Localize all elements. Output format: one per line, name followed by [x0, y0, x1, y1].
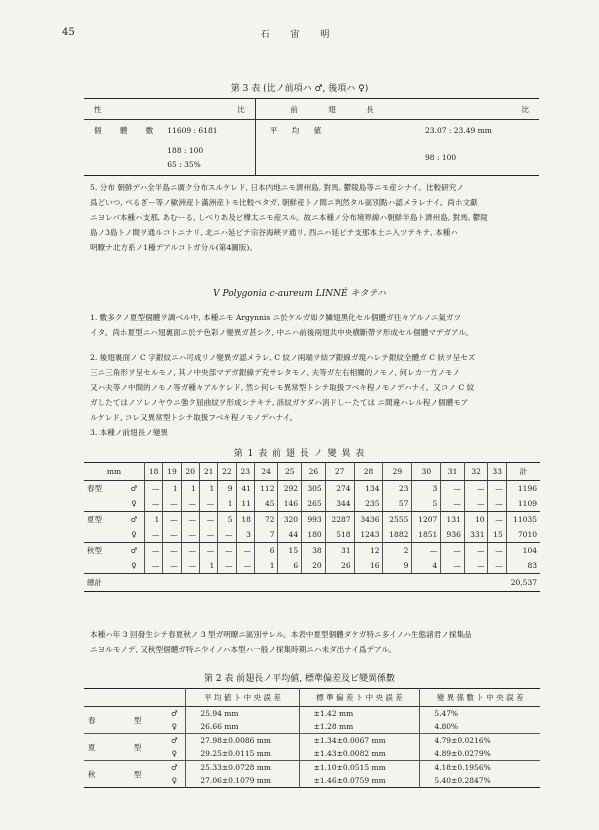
table1-cell: 3436	[354, 512, 383, 528]
sex-symbol: ♂	[130, 484, 138, 493]
table3-caption: 第 3 表 (比ノ前項ハ ♂, 後項ハ ♀)	[230, 84, 369, 94]
table1-column-header: 28	[354, 463, 383, 481]
text-line: 島ノ3島トノ間ヲ通ルコトニナリ, 北ニハ延ビテ宗谷海峽ヲ通リ, 西ニハ延ビテ支那本土ニ入ツテキテ, 本種ハ	[90, 228, 458, 237]
table1-cell: 31	[325, 543, 354, 559]
paragraph-1	[90, 310, 540, 340]
table1-cell: 15	[488, 527, 506, 543]
table1-column-header: 18	[145, 463, 163, 481]
table1-cell: —	[218, 543, 236, 559]
sex-symbol: ♂	[171, 763, 178, 772]
table1-cell: —	[181, 512, 199, 528]
running-title: 石 宙 明	[260, 30, 339, 40]
table1-column-header: 32	[464, 463, 488, 481]
season-label: 春型	[87, 484, 102, 493]
table3-head-forewing: 前 翅 長	[255, 99, 422, 120]
table2-row	[84, 734, 540, 748]
table1-cell: 72	[254, 512, 278, 528]
table2-mean-cell: 25.94 mm	[186, 707, 299, 721]
text-line: 爲どいつ, べるぎー等ノ歐洲産ト滿洲産トモ比較ペタガ, 朝鮮産トノ間ニ判然タル區別點ハ認メラレナイ。尚ホ文獻	[90, 198, 478, 207]
table1-cell: —	[163, 558, 181, 574]
table1-cell: 320	[278, 512, 302, 528]
table3-head-sex: 性	[84, 99, 164, 120]
section-heading: V Polygonia c-aureum LINNÉ キタテハ	[213, 289, 386, 299]
table1-cell: 1	[163, 481, 181, 497]
table1-cell: —	[236, 543, 254, 559]
table1-column-header: 30	[412, 463, 441, 481]
table1-total-row	[84, 574, 540, 592]
table1-cell: —	[488, 543, 506, 559]
table1-cell: —	[218, 527, 236, 543]
season-label	[84, 527, 124, 543]
table2-mean-cell: 25.33±0.0728 mm	[186, 761, 299, 775]
table1-cell: —	[199, 527, 217, 543]
table1-cell: —	[145, 481, 163, 497]
distribution-paragraph	[90, 180, 540, 255]
table1-column-header: 22	[218, 463, 236, 481]
table1-cell: —	[488, 558, 506, 574]
table1-cell: 1882	[383, 527, 412, 543]
table1-cell: —	[488, 481, 506, 497]
table3-mean-label: 平 均 値	[255, 120, 422, 141]
text-line: ルケレド, コレ又異常型トシテ取扱フベキ程ノモノデハナイ。	[90, 413, 298, 422]
table1-cell: —	[163, 527, 181, 543]
text-line: 3. 本種ノ前翅長ノ變異	[90, 428, 169, 437]
table3-mean-value: 23.07 : 23.49 mm	[425, 125, 492, 135]
text-line: 本種ハ年 3 回發生シテ春夏秋ノ 3 型ガ明瞭ニ區別サレル。本表中夏型個體ダケガ特ニ多イノハ生態諸君ノ採集品	[90, 630, 472, 639]
table1-cell: —	[163, 543, 181, 559]
table1-cell: 11035	[506, 512, 540, 528]
table1-cell: —	[488, 512, 506, 528]
table1-cell: 1243	[354, 527, 383, 543]
table2-cv-cell: 4.18±0.1956%	[420, 761, 540, 775]
table1-column-header: 33	[488, 463, 506, 481]
table1-cell: 23	[383, 481, 412, 497]
table1-cell: 1	[145, 512, 163, 528]
table1-cell: —	[163, 512, 181, 528]
table2-cv-cell: 5.47%	[420, 707, 540, 721]
table1-row	[84, 496, 540, 512]
table2-row	[84, 707, 540, 721]
text-line: 明瞭ナ北方系ノ1種デアルコトガ分ル(第4圖版)。	[90, 243, 257, 252]
text-line: 又ハ夫等ノ中間的ノモノ等ガ種々アルケレド, 然シ何レモ異常型トシテ取扱フベキ程ノモノデハナイ。又コノ C 紋	[90, 383, 475, 392]
table3-head-ratio-right: 比	[422, 99, 539, 120]
table1-cell: 57	[383, 496, 412, 512]
season-label: 夏型	[87, 515, 102, 524]
table1-cell: 1109	[506, 496, 540, 512]
table1-column-header: 25	[278, 463, 302, 481]
table1-cell: —	[464, 496, 488, 512]
table3-ratio-a: 188 : 100	[167, 146, 204, 155]
text-line: 三ニ三角形ヲ呈セルモノ, 其ノ中央部マデガ銀線デ充サレタモノ, 夫等ガ左右相關的ノモノ, 何レカ一方ノモノ	[90, 368, 460, 377]
table1-cell: 38	[302, 543, 326, 559]
table1-cell: —	[181, 558, 199, 574]
table2-cv-cell: 4.80%	[420, 720, 540, 734]
table1-column-header: 20	[181, 463, 199, 481]
sex-symbol: ♂	[130, 515, 138, 524]
table1-row	[84, 527, 540, 543]
table1-cell: 146	[278, 496, 302, 512]
table3-individuals-value: 11609 : 6181	[167, 125, 218, 135]
table2-sd-cell: ±1.46±0.0759 mm	[299, 774, 420, 788]
season-label: 夏 型	[84, 734, 163, 761]
table1-cell: —	[181, 496, 199, 512]
table1-cell: 1	[218, 496, 236, 512]
table1-column-header: 23	[236, 463, 254, 481]
table2-sd-cell: ±1.42 mm	[299, 707, 420, 721]
table1-cell: 131	[441, 512, 465, 528]
table1-column-header: 27	[325, 463, 354, 481]
table1-cell: 265	[302, 496, 326, 512]
table1-cell: 9	[218, 481, 236, 497]
table1-cell: 331	[464, 527, 488, 543]
table1-cell: 1	[199, 481, 217, 497]
table1-cell: 16	[354, 558, 383, 574]
table1-cell: 3	[236, 527, 254, 543]
table2-head-cv: 變 異 係 數 ト 中 央 誤 差	[420, 689, 540, 707]
text-line: ニヨレバ本種ハ支那, あむーる, しべりあ及ビ樺太ニモ産スル。故ニ本種ノ分布境界線ハ朝鮮半島ト濟州島, 對馬, 鬱陵	[90, 213, 488, 222]
table1-cell: 5	[412, 496, 441, 512]
sex-symbol: ♂	[171, 736, 178, 745]
table1-row	[84, 512, 540, 528]
table1-row	[84, 481, 540, 497]
table3-individuals-label: 個 體 數	[94, 125, 162, 135]
table1-cell: 7010	[506, 527, 540, 543]
table1-cell: 112	[254, 481, 278, 497]
season-label	[84, 558, 124, 574]
table1-cell: 4	[412, 558, 441, 574]
table3-ratio-cell	[164, 140, 255, 176]
table1-cell: —	[441, 496, 465, 512]
table1-cell: 2287	[325, 512, 354, 528]
table1-row	[84, 543, 540, 559]
sex-symbol: ♀	[124, 558, 145, 574]
table1-cell: —	[464, 481, 488, 497]
table1-cell: —	[464, 558, 488, 574]
paragraph-3	[90, 425, 540, 440]
sex-symbol: ♀	[163, 720, 186, 734]
table2-sd-cell: ±1.28 mm	[299, 720, 420, 734]
table1-column-header: 24	[254, 463, 278, 481]
text-line: ガしたてはノソレノヤウニ強ク屈曲紋ヲ形成シテキテ, 該紋ガケダハ消ドしーたては ニ間違ハレル程ノ個體モア	[90, 398, 469, 407]
table1-cell: —	[412, 543, 441, 559]
table1-cell: 6	[254, 543, 278, 559]
sex-symbol: ♀	[171, 776, 178, 785]
table1-cell: 993	[302, 512, 326, 528]
table1-cell: —	[199, 496, 217, 512]
table1-cell: 10	[464, 512, 488, 528]
table1-cell: —	[145, 558, 163, 574]
table1-cell: —	[199, 543, 217, 559]
table1-cell: 180	[302, 527, 326, 543]
table1-cell: 344	[325, 496, 354, 512]
table1-cell: 2	[383, 543, 412, 559]
sex-symbol: ♀	[124, 496, 145, 512]
table1-row	[84, 558, 540, 574]
table1-cell: —	[441, 543, 465, 559]
table1-column-header: 計	[506, 463, 540, 481]
table1-cell: 7	[254, 527, 278, 543]
table1-cell: 20	[302, 558, 326, 574]
table1-cell: 11	[236, 496, 254, 512]
sex-symbol: ♀	[124, 527, 145, 543]
table1-column-header: 21	[199, 463, 217, 481]
text-line: ニヨルモノデ, 又秋型個體ガ特ニ少イノハ本型ハ一般ノ採集時期ニハ未ダ出ナイ爲デアル。	[90, 645, 396, 654]
table2-sd-cell: ±1.10±0.0515 mm	[299, 761, 420, 775]
table1-column-header: 31	[441, 463, 465, 481]
table1-cell: —	[218, 558, 236, 574]
table2-mean-cell: 29.25±0.0115 mm	[186, 747, 299, 761]
table1-cell: 5	[218, 512, 236, 528]
table1-cell: —	[145, 496, 163, 512]
table3-ratio-b: 65 : 35%	[167, 160, 201, 169]
table1-column-header: 29	[383, 463, 412, 481]
table1-cell: 44	[278, 527, 302, 543]
season-label: 秋 型	[88, 769, 160, 779]
table1-column-header: mm	[84, 463, 145, 481]
table1-cell: 1	[199, 558, 217, 574]
total-label: 總計	[87, 578, 102, 587]
table3	[84, 98, 539, 176]
table2-mean-cell: 26.66 mm	[186, 720, 299, 734]
table1-cell: —	[145, 543, 163, 559]
table1-cell: —	[163, 496, 181, 512]
table1-caption: 第 1 表 前 翅 長 ノ 變 異 表	[233, 449, 366, 459]
table1-cell: 518	[325, 527, 354, 543]
table3-head-ratio-left: 比	[164, 99, 255, 120]
table1	[84, 462, 540, 592]
paragraph-4	[90, 627, 540, 657]
table1-cell: —	[488, 496, 506, 512]
table1-cell: —	[236, 558, 254, 574]
text-line: 2. 後翅裏面ノ C 字銀紋ニハ可成リノ變異ガ認メラレ, C 紋ノ兩端ヲ結ブ銀線ガ現ハレテ銀紋全體ガ C 狀ヲ呈セズ	[90, 353, 476, 362]
sex-symbol: ♀	[163, 747, 186, 761]
table1-cell: —	[181, 527, 199, 543]
table2-sd-cell: ±1.34±0.0067 mm	[299, 734, 420, 748]
table2-head-sd: 標 準 偏 差 ト 中 央 誤 差	[299, 689, 420, 707]
table2-cv-cell: 4.89±0.0279%	[420, 747, 540, 761]
table1-cell: 1196	[506, 481, 540, 497]
table1-cell: 15	[278, 543, 302, 559]
table1-cell: 1207	[412, 512, 441, 528]
paragraph-2	[90, 350, 540, 425]
table1-cell: 2555	[383, 512, 412, 528]
season-label: 春 型	[84, 707, 163, 734]
table1-cell: 274	[325, 481, 354, 497]
table1-cell: 83	[506, 558, 540, 574]
table2-sd-cell: ±1.43±0.0082 mm	[299, 747, 420, 761]
season-label: 秋型	[87, 546, 102, 555]
table1-cell: 936	[441, 527, 465, 543]
table1-cell: —	[464, 543, 488, 559]
table2-caption: 第 2 表 前翅長ノ平均値, 標準偏差及ビ變異係數	[203, 674, 396, 684]
table1-cell: 9	[383, 558, 412, 574]
text-line: イタ。尚ホ夏型ニハ翅裏面ニ於テ色彩ノ變異ガ甚シク, 中ニハ前後兩翅共中央横斷帶ヲ形成セル個體マデガアル。	[90, 328, 473, 337]
table1-cell: 292	[278, 481, 302, 497]
table1-cell: —	[441, 481, 465, 497]
table1-cell: —	[441, 558, 465, 574]
sex-symbol: ♂	[171, 709, 178, 718]
text-line: 1. 數多クノ夏型個體ヲ調ベル中, 本種ニモ Argynnis ニ於ケルガ如ク鱗翅黑化セル個體ガ往々アルノニ氣ガツ	[90, 313, 462, 322]
table1-column-header: 26	[302, 463, 326, 481]
table1-cell: 12	[354, 543, 383, 559]
table1-cell: 26	[325, 558, 354, 574]
table2-head-mean: 平 均 値 ト 中 央 誤 差	[186, 689, 299, 707]
season-label	[84, 496, 124, 512]
table2-mean-cell: 27.98±0.0086 mm	[186, 734, 299, 748]
table2-row	[84, 761, 540, 775]
table1-cell: 6	[278, 558, 302, 574]
table1-cell: 3	[412, 481, 441, 497]
table1-cell: 134	[354, 481, 383, 497]
page-number: 45	[62, 27, 75, 38]
table1-cell: 1	[254, 558, 278, 574]
table1-cell: 1851	[412, 527, 441, 543]
table1-cell: —	[145, 527, 163, 543]
table1-cell: 235	[354, 496, 383, 512]
table1-cell: 18	[236, 512, 254, 528]
table1-cell: —	[199, 512, 217, 528]
table1-cell: 1	[181, 481, 199, 497]
table1-cell: 305	[302, 481, 326, 497]
table2-cv-cell: 4.79±0.0216%	[420, 734, 540, 748]
table2	[84, 688, 540, 788]
table2-cv-cell: 5.40±0.2847%	[420, 774, 540, 788]
table1-cell: 104	[506, 543, 540, 559]
table1-cell: 41	[236, 481, 254, 497]
table1-cell: 45	[254, 496, 278, 512]
table2-mean-cell: 27.06±0.1079 mm	[186, 774, 299, 788]
table1-column-header: 19	[163, 463, 181, 481]
text-line: 5. 分布 朝鮮デハ全半島ニ廣ク分布スルケレド, 日本内地ニモ濟州島, 對馬, 鬱陵島等ニモ産シナイ。比較研究ノ	[90, 183, 464, 192]
sex-symbol: ♂	[130, 546, 138, 555]
table1-cell: —	[181, 543, 199, 559]
total-value: 20,537	[510, 578, 537, 587]
table3-forewing-ratio: 98 : 100	[425, 153, 457, 162]
